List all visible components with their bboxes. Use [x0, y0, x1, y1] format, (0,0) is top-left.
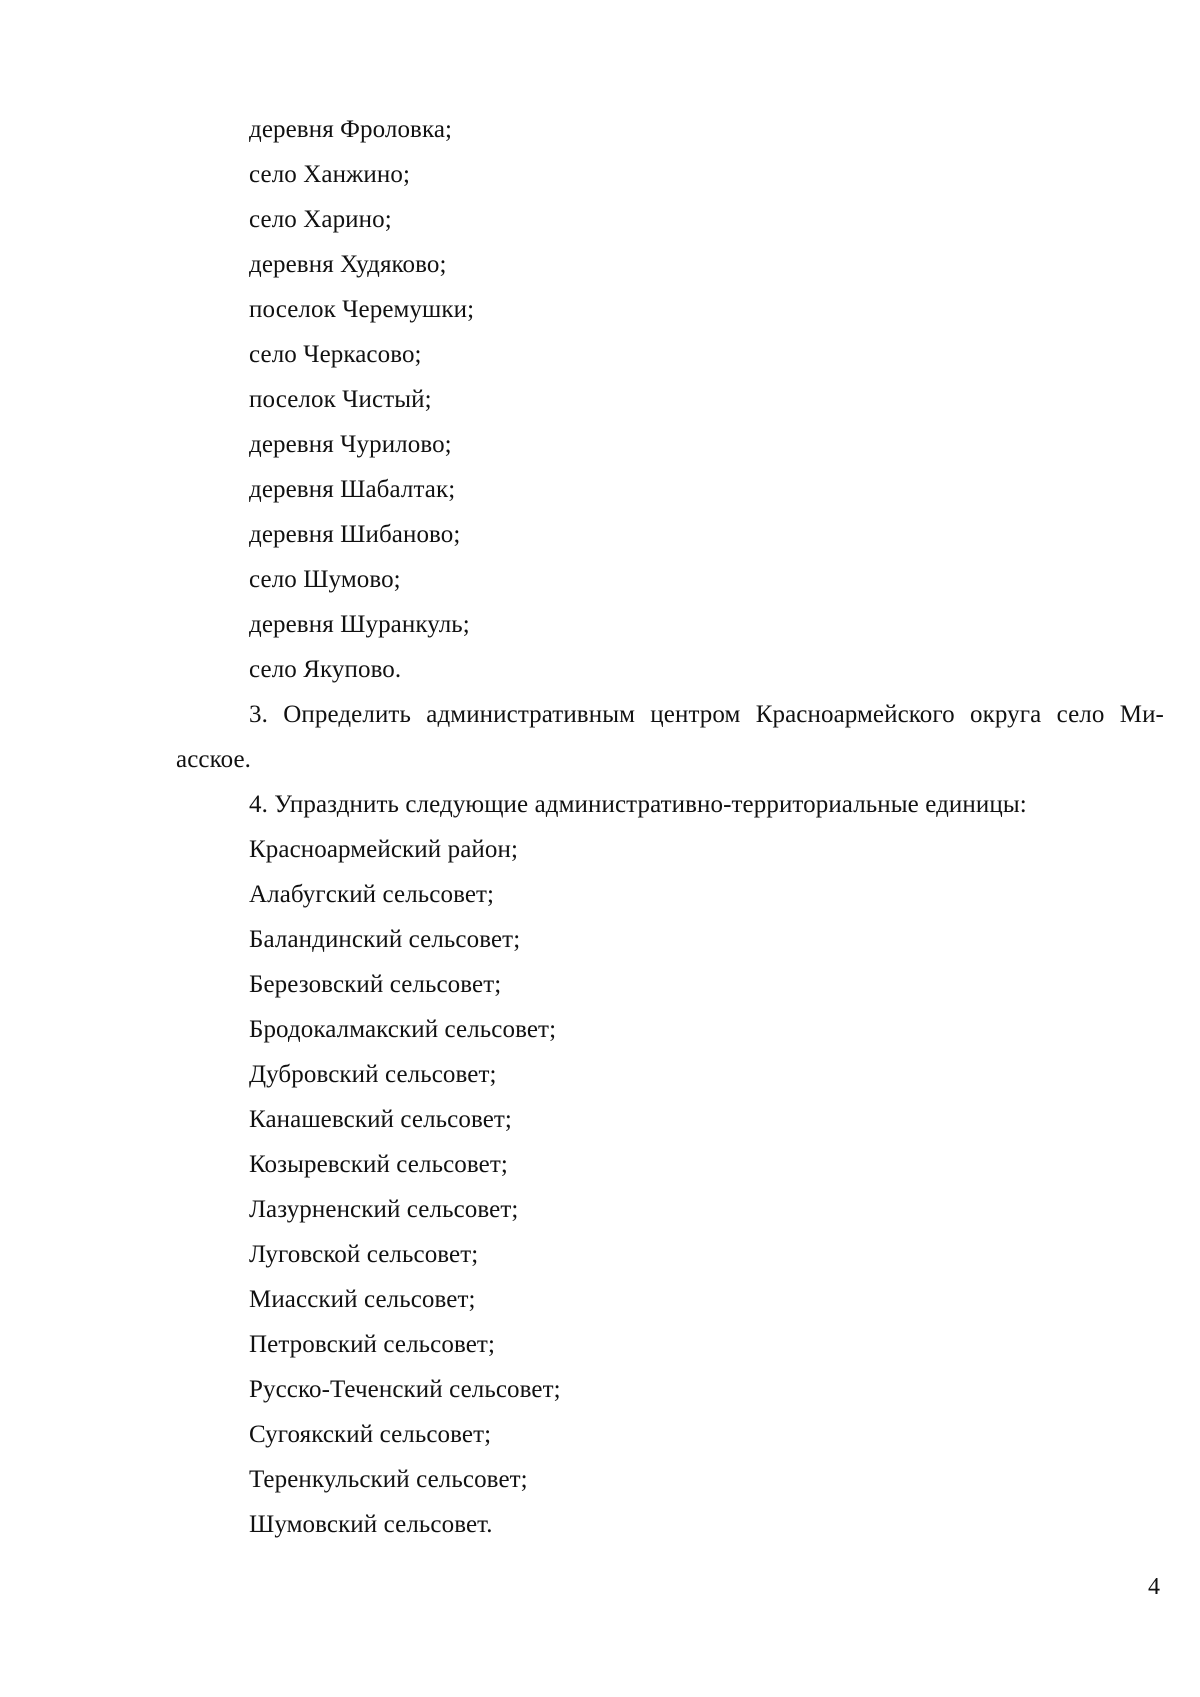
- unit-line: Лазурненский сельсовет;: [249, 1196, 519, 1223]
- unit-line: Теренкульский сельсовет;: [249, 1466, 528, 1493]
- item3-paragraph-line1: 3. Определить административным центром Красноармейского округа село Ми-: [249, 701, 1164, 728]
- settlement-line: деревня Чурилово;: [249, 431, 452, 458]
- settlement-line: село Харино;: [249, 206, 392, 233]
- unit-line: Луговской сельсовет;: [249, 1241, 479, 1268]
- unit-line: Канашевский сельсовет;: [249, 1106, 512, 1133]
- unit-line: Бродокалмакский сельсовет;: [249, 1016, 557, 1043]
- unit-line: Козыревский сельсовет;: [249, 1151, 508, 1178]
- unit-line: Березовский сельсовет;: [249, 971, 502, 998]
- unit-line: Петровский сельсовет;: [249, 1331, 495, 1358]
- item3-paragraph-line2: асское.: [176, 746, 252, 773]
- page-number: 4: [1148, 1574, 1160, 1600]
- unit-line: Сугоякский сельсовет;: [249, 1421, 492, 1448]
- settlement-line: деревня Шуранкуль;: [249, 611, 470, 638]
- item4-heading: 4. Упразднить следующие административно-территориальные единицы:: [249, 791, 1027, 818]
- unit-line: Миасский сельсовет;: [249, 1286, 476, 1313]
- settlement-line: деревня Шабалтак;: [249, 476, 456, 503]
- settlement-line: село Шумово;: [249, 566, 401, 593]
- unit-line: Дубровский сельсовет;: [249, 1061, 497, 1088]
- settlement-line: деревня Шибаново;: [249, 521, 461, 548]
- settlement-line: деревня Худяково;: [249, 251, 447, 278]
- unit-line: Алабугский сельсовет;: [249, 881, 495, 908]
- unit-line: Русско-Теченский сельсовет;: [249, 1376, 561, 1403]
- settlement-line: село Ханжино;: [249, 161, 411, 188]
- unit-line: Шумовский сельсовет.: [249, 1511, 493, 1538]
- unit-line: Баландинский сельсовет;: [249, 926, 521, 953]
- settlement-line: поселок Чистый;: [249, 386, 432, 413]
- settlement-line: село Якупово.: [249, 656, 402, 683]
- unit-line: Красноармейский район;: [249, 836, 519, 863]
- settlement-line: деревня Фроловка;: [249, 116, 453, 143]
- settlement-line: село Черкасово;: [249, 341, 422, 368]
- settlement-line: поселок Черемушки;: [249, 296, 475, 323]
